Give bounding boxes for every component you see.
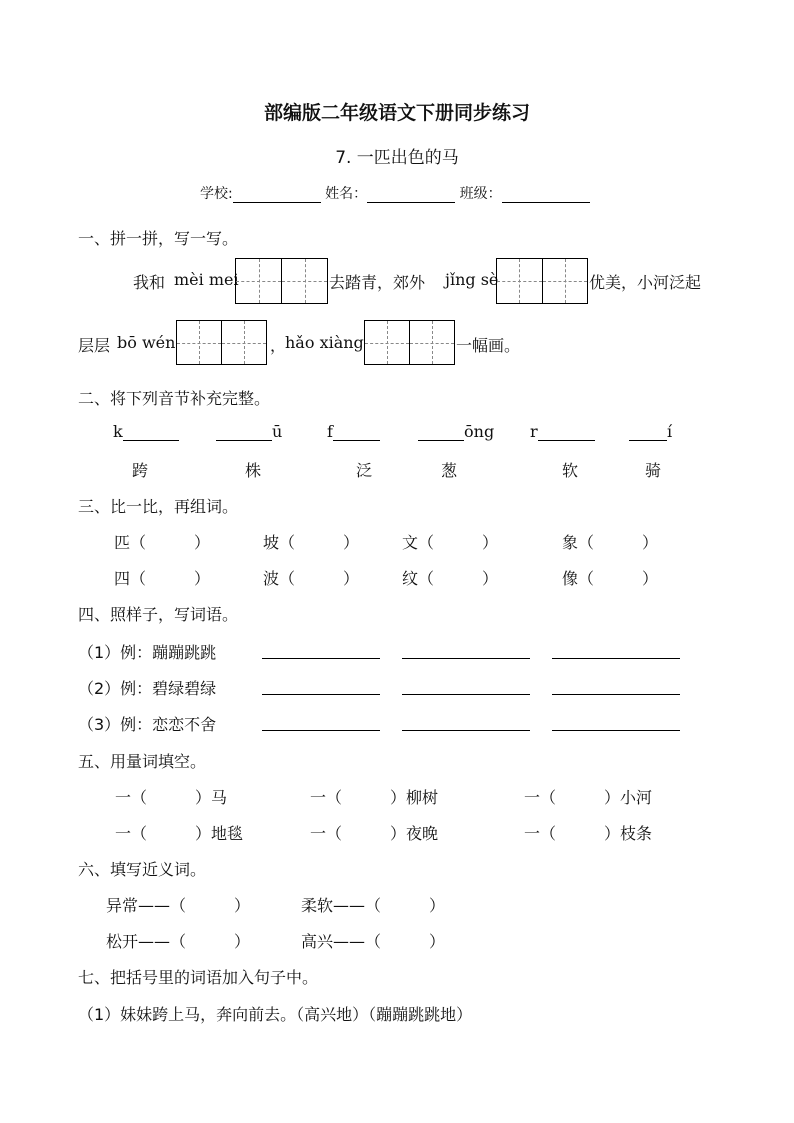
syllable-blank[interactable] — [629, 424, 667, 441]
answer-line[interactable] — [552, 694, 680, 695]
page-title: 部编版二年级语文下册同步练习 — [263, 102, 530, 124]
char-qi: 骑 — [645, 461, 662, 480]
synonym-item[interactable]: 柔软——（ ） — [301, 896, 446, 915]
answer-line[interactable] — [402, 694, 530, 695]
answer-line[interactable] — [262, 658, 380, 659]
pinyin-haoxiang: hǎo xiàng — [285, 333, 364, 352]
example-item-1: （1）例：蹦蹦跳跳 — [78, 643, 217, 662]
pinyin-meimei: mèi mei — [174, 270, 239, 289]
s1-text-4: 层层 — [78, 336, 111, 355]
compare-item[interactable]: 纹（ ） — [402, 569, 499, 588]
section-2-heading: 二、将下列音节补充完整。 — [78, 389, 271, 408]
syllable-initial: k — [113, 422, 123, 441]
s1-text-3: 优美，小河泛起 — [589, 273, 702, 292]
student-info — [200, 183, 590, 203]
answer-line[interactable] — [262, 730, 380, 731]
syllable-blank[interactable] — [123, 424, 179, 441]
syllable-initial: r — [530, 422, 538, 441]
compare-item[interactable]: 像（ ） — [562, 569, 659, 588]
syllable-u[interactable] — [216, 422, 282, 441]
char-ruan: 软 — [562, 461, 579, 480]
synonym-item[interactable]: 高兴——（ ） — [301, 932, 446, 951]
measure-word-item[interactable]: 一（ ）夜晚 — [310, 824, 439, 843]
char-cong: 葱 — [441, 461, 458, 480]
section-3-heading: 三、比一比，再组词。 — [78, 497, 239, 516]
answer-line[interactable] — [262, 694, 380, 695]
example-item-2: （2）例：碧绿碧绿 — [78, 679, 217, 698]
class-blank[interactable] — [502, 186, 590, 203]
syllable-blank[interactable] — [418, 424, 464, 441]
pinyin-bowen: bō wén — [117, 333, 176, 352]
pinyin-jingse: jǐng sè — [445, 270, 499, 289]
s1-text-5: ， — [270, 336, 287, 355]
syllable-f[interactable] — [327, 422, 380, 441]
measure-word-item[interactable]: 一（ ）枝条 — [524, 824, 653, 843]
section-6-heading: 六、填写近义词。 — [78, 860, 207, 879]
char-zhu: 株 — [245, 461, 262, 480]
answer-line[interactable] — [552, 658, 680, 659]
measure-word-item[interactable]: 一（ ）小河 — [524, 788, 653, 807]
s1-text-1: 我和 — [133, 273, 166, 292]
compare-item[interactable]: 波（ ） — [263, 569, 360, 588]
syllable-blank[interactable] — [538, 424, 595, 441]
syllable-r[interactable] — [530, 422, 595, 441]
section-4-heading: 四、照样子，写词语。 — [78, 605, 239, 624]
compare-item[interactable]: 象（ ） — [562, 533, 659, 552]
syllable-final: í — [667, 422, 673, 441]
section-5-heading: 五、用量词填空。 — [78, 752, 207, 771]
lesson-title: 7. 一匹出色的马 — [335, 148, 459, 168]
example-item-3: （3）例：恋恋不舍 — [78, 715, 217, 734]
compare-item[interactable]: 坡（ ） — [263, 533, 360, 552]
answer-line[interactable] — [552, 730, 680, 731]
measure-word-item[interactable]: 一（ ）地毯 — [115, 824, 244, 843]
s1-text-2: 去踏青，郊外 — [329, 273, 426, 292]
synonym-item[interactable]: 松开——（ ） — [106, 932, 251, 951]
syllable-ong[interactable] — [418, 422, 494, 441]
syllable-final: ū — [272, 422, 283, 441]
section-1-heading: 一、拼一拼，写一写。 — [78, 229, 239, 248]
syllable-i[interactable] — [629, 422, 672, 441]
name-blank[interactable] — [367, 186, 455, 203]
s1-text-6: 一幅画。 — [456, 336, 521, 355]
measure-word-item[interactable]: 一（ ）柳树 — [310, 788, 439, 807]
section-7-heading: 七、把括号里的词语加入句子中。 — [78, 968, 319, 987]
answer-line[interactable] — [402, 730, 530, 731]
writing-grid-haoxiang[interactable] — [364, 320, 455, 365]
compare-item[interactable]: 匹（ ） — [114, 533, 211, 552]
answer-line[interactable] — [402, 658, 530, 659]
syllable-initial: f — [327, 422, 333, 441]
syllable-blank[interactable] — [216, 424, 272, 441]
syllable-final: ōng — [464, 422, 495, 441]
syllable-blank[interactable] — [333, 424, 380, 441]
writing-grid-meimei[interactable] — [235, 258, 328, 304]
char-kua: 跨 — [132, 461, 149, 480]
compare-item[interactable]: 文（ ） — [402, 533, 499, 552]
school-label: 学校: — [200, 186, 233, 202]
writing-grid-jingse[interactable] — [496, 258, 588, 304]
sentence-item-1: （1）妹妹跨上马，奔向前去。（高兴地）（蹦蹦跳跳地） — [78, 1005, 473, 1024]
class-label: 班级： — [459, 186, 502, 202]
char-fan: 泛 — [356, 461, 373, 480]
name-label: 姓名： — [325, 186, 368, 202]
compare-item[interactable]: 四（ ） — [114, 569, 211, 588]
writing-grid-bowen[interactable] — [176, 320, 267, 365]
syllable-k[interactable] — [113, 422, 179, 441]
school-blank[interactable] — [233, 186, 321, 203]
synonym-item[interactable]: 异常——（ ） — [106, 896, 251, 915]
measure-word-item[interactable]: 一（ ）马 — [115, 788, 228, 807]
